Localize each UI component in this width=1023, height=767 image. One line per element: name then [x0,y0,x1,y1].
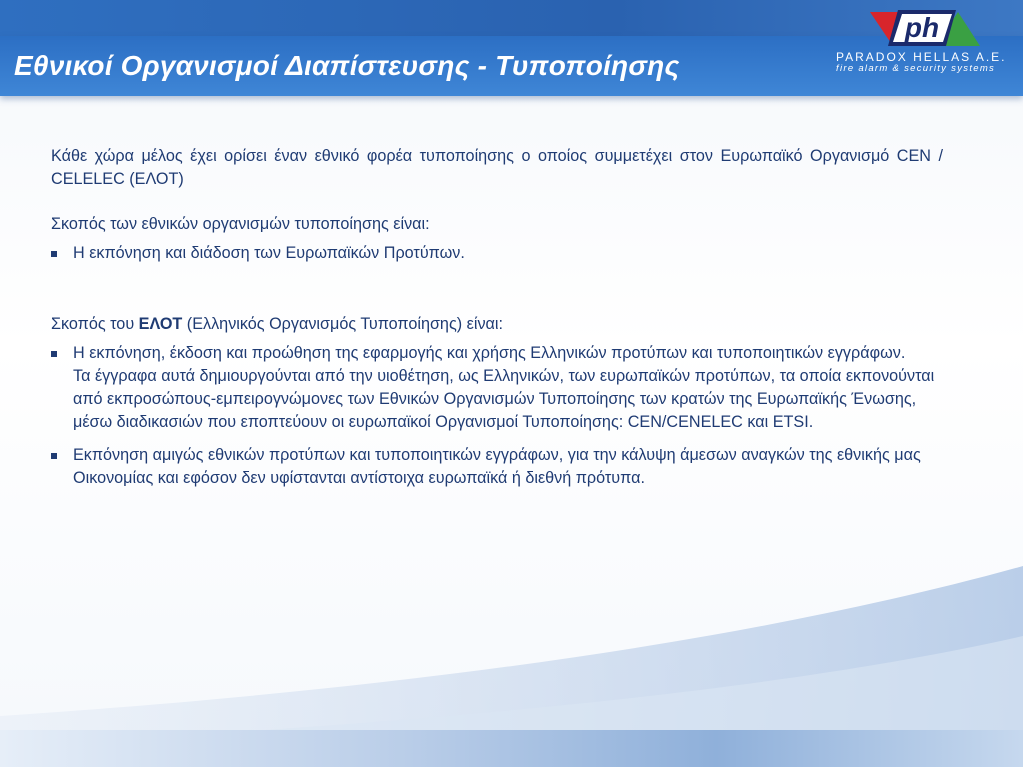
company-tagline: fire alarm & security systems [836,63,996,74]
bullet-square-icon [51,453,57,459]
footer-bar [0,730,1023,767]
national-purpose-heading: Σκοπός των εθνικών οργανισμών τυποποίησης είναι: [51,215,430,233]
elot-purpose-heading: Σκοπός του ΕΛΟΤ (Ελληνικός Οργανισμός Τυποποίησης) είναι: [51,315,503,333]
elot-item-1-line-1: Η εκπόνηση, έκδοση και προώθηση της εφαρμογής και χρήσης Ελληνικών προτύπων και τυποποιητικών εγγράφων. [73,344,906,362]
list-item [51,242,943,265]
intro-paragraph: Κάθε χώρα μέλος έχει ορίσει έναν εθνικό φορέα τυποποίησης ο οποίος συμμετέχει στον Ευρωπαϊκό Οργανισμό CEN / CELELEC (ΕΛΟΤ) [51,147,943,188]
elot-bold: ΕΛΟΤ [138,315,183,333]
slide-content [51,145,943,490]
bullet-square-icon [51,351,57,357]
company-logo [836,6,1020,78]
bullet-square-icon [51,251,57,257]
paradox-logo-icon [836,6,1020,52]
elot-item-2: Εκπόνηση αμιγώς εθνικών προτύπων και τυποποιητικών εγγράφων, για την κάλυψη άμεσων αναγκών της εθνικής μας Οικονομίας και εφόσον δεν υφίστανται αντίστοιχα ευρωπαϊκά ή διεθνή πρότυπα. [73,446,921,487]
logo-mark-text: ph [904,12,940,43]
national-purpose-item: Η εκπόνηση και διάδοση των Ευρωπαϊκών Προτύπων. [73,244,465,262]
list-item [51,444,943,490]
slide-title: Εθνικοί Οργανισμοί Διαπίστευσης - Τυποποίησης [14,50,680,81]
elot-item-1-line-2: Τα έγγραφα αυτά δημιουργούνται από την υιοθέτηση, ως Ελληνικών, των ευρωπαϊκών προτύπων, τα οποία εκπονούνται από εκπροσώπους-εμπειρογνώμονες των Εθνικών Οργανισμών Τυποποίησης των κρατών της Ευρωπαϊκής Ένωσης, μέσω διαδικασιών που εποπτεύουν οι ευρωπαϊκοί Οργανισμοί Τυποποίησης: CEN/CENELEC και ETSI. [73,367,935,431]
list-item [51,342,943,434]
company-name: PARADOX HELLAS A.E. [836,50,1007,64]
